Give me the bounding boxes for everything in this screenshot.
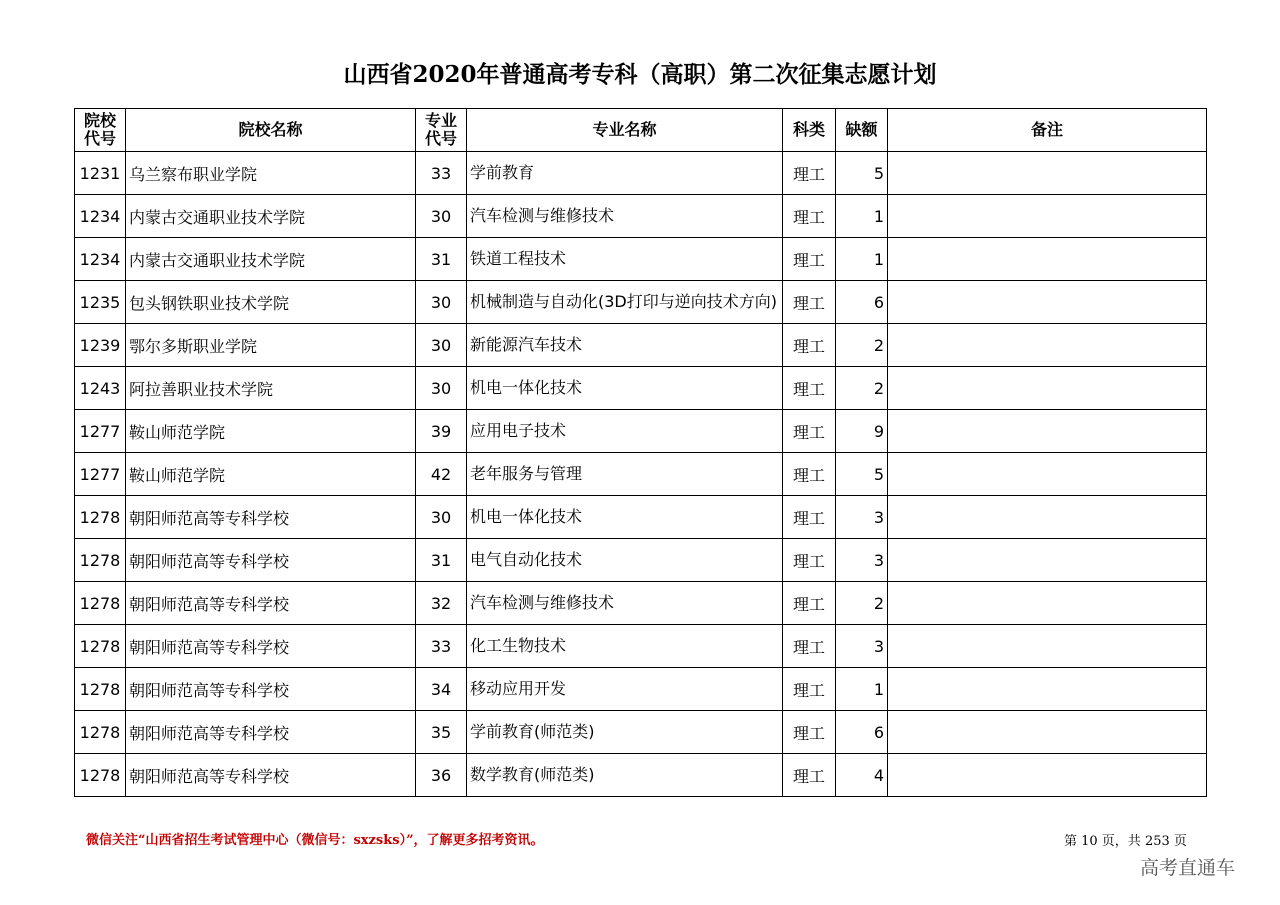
- cell-category: 理工: [783, 453, 836, 496]
- cell-category: 理工: [783, 238, 836, 281]
- table-row: [75, 582, 1207, 625]
- cell-major-code: 33: [416, 152, 467, 195]
- cell-school-name: 朝阳师范高等专科学校: [126, 625, 416, 668]
- cell-school-code: 1277: [75, 453, 126, 496]
- cell-quota: 1: [836, 238, 888, 281]
- cell-note: [888, 324, 1207, 367]
- table-row: [75, 367, 1207, 410]
- cell-school-name: 内蒙古交通职业技术学院: [126, 238, 416, 281]
- cell-school-code: 1278: [75, 625, 126, 668]
- cell-category: 理工: [783, 324, 836, 367]
- cell-school-name: 朝阳师范高等专科学校: [126, 539, 416, 582]
- cell-school-name: 阿拉善职业技术学院: [126, 367, 416, 410]
- cell-note: [888, 668, 1207, 711]
- cell-major-code: 30: [416, 367, 467, 410]
- cell-school-code: 1278: [75, 668, 126, 711]
- cell-quota: 3: [836, 539, 888, 582]
- cell-school-name: 朝阳师范高等专科学校: [126, 754, 416, 797]
- cell-quota: 6: [836, 711, 888, 754]
- table-row: [75, 496, 1207, 539]
- cell-note: [888, 625, 1207, 668]
- table-row: [75, 410, 1207, 453]
- cell-major-code: 30: [416, 324, 467, 367]
- cell-school-name: 朝阳师范高等专科学校: [126, 711, 416, 754]
- wechat-notice: 微信关注“山西省招生考试管理中心（微信号：sxzsks）”，了解更多招考资讯。: [86, 833, 544, 848]
- cell-note: [888, 367, 1207, 410]
- cell-quota: 5: [836, 453, 888, 496]
- cell-note: [888, 539, 1207, 582]
- cell-quota: 6: [836, 281, 888, 324]
- table-body: [75, 152, 1207, 797]
- cell-major-code: 32: [416, 582, 467, 625]
- cell-school-code: 1278: [75, 496, 126, 539]
- cell-major-name: 学前教育(师范类): [467, 711, 783, 754]
- cell-category: 理工: [783, 367, 836, 410]
- cell-note: [888, 754, 1207, 797]
- cell-major-name: 老年服务与管理: [467, 453, 783, 496]
- table-row: [75, 281, 1207, 324]
- cell-category: 理工: [783, 582, 836, 625]
- cell-school-name: 朝阳师范高等专科学校: [126, 496, 416, 539]
- cell-category: 理工: [783, 539, 836, 582]
- cell-quota: 1: [836, 668, 888, 711]
- cell-category: 理工: [783, 711, 836, 754]
- table-row: [75, 625, 1207, 668]
- cell-major-name: 汽车检测与维修技术: [467, 195, 783, 238]
- watermark-text: 高考直通车: [1140, 857, 1236, 879]
- cell-school-name: 鞍山师范学院: [126, 453, 416, 496]
- cell-quota: 4: [836, 754, 888, 797]
- cell-major-name: 应用电子技术: [467, 410, 783, 453]
- cell-school-name: 乌兰察布职业学院: [126, 152, 416, 195]
- cell-major-name: 机械制造与自动化(3D打印与逆向技术方向): [467, 281, 783, 324]
- cell-quota: 2: [836, 367, 888, 410]
- cell-major-name: 数学教育(师范类): [467, 754, 783, 797]
- cell-note: [888, 195, 1207, 238]
- cell-major-name: 机电一体化技术: [467, 367, 783, 410]
- cell-school-code: 1277: [75, 410, 126, 453]
- cell-school-name: 朝阳师范高等专科学校: [126, 582, 416, 625]
- cell-quota: 9: [836, 410, 888, 453]
- cell-major-name: 学前教育: [467, 152, 783, 195]
- cell-major-code: 31: [416, 539, 467, 582]
- cell-school-name: 内蒙古交通职业技术学院: [126, 195, 416, 238]
- cell-major-name: 新能源汽车技术: [467, 324, 783, 367]
- cell-school-name: 鞍山师范学院: [126, 410, 416, 453]
- cell-note: [888, 453, 1207, 496]
- cell-major-name: 机电一体化技术: [467, 496, 783, 539]
- cell-school-code: 1231: [75, 152, 126, 195]
- table-row: [75, 711, 1207, 754]
- cell-major-name: 汽车检测与维修技术: [467, 582, 783, 625]
- header-category: 科类: [783, 109, 836, 152]
- cell-school-code: 1278: [75, 582, 126, 625]
- cell-quota: 5: [836, 152, 888, 195]
- cell-major-code: 31: [416, 238, 467, 281]
- header-major-code: 专业代号: [416, 109, 467, 152]
- table-row: [75, 195, 1207, 238]
- header-school-code: 院校代号: [75, 109, 126, 152]
- header-note: 备注: [888, 109, 1207, 152]
- cell-major-code: 30: [416, 195, 467, 238]
- cell-school-code: 1243: [75, 367, 126, 410]
- table-header-row: [75, 109, 1207, 152]
- cell-note: [888, 152, 1207, 195]
- cell-note: [888, 711, 1207, 754]
- cell-major-code: 33: [416, 625, 467, 668]
- cell-school-name: 朝阳师范高等专科学校: [126, 668, 416, 711]
- cell-school-name: 鄂尔多斯职业学院: [126, 324, 416, 367]
- cell-major-name: 电气自动化技术: [467, 539, 783, 582]
- cell-school-name: 包头钢铁职业技术学院: [126, 281, 416, 324]
- cell-category: 理工: [783, 625, 836, 668]
- page-indicator: 第 10 页，共 253 页: [1064, 834, 1187, 849]
- cell-note: [888, 582, 1207, 625]
- page-title: 山西省2020年普通高考专科（高职）第二次征集志愿计划: [343, 61, 937, 88]
- cell-note: [888, 410, 1207, 453]
- cell-major-code: 42: [416, 453, 467, 496]
- cell-major-code: 34: [416, 668, 467, 711]
- cell-school-code: 1234: [75, 195, 126, 238]
- cell-major-name: 铁道工程技术: [467, 238, 783, 281]
- cell-major-code: 35: [416, 711, 467, 754]
- cell-quota: 2: [836, 324, 888, 367]
- plan-table: [74, 108, 1207, 797]
- table-row: [75, 238, 1207, 281]
- cell-category: 理工: [783, 496, 836, 539]
- cell-major-code: 36: [416, 754, 467, 797]
- cell-quota: 3: [836, 496, 888, 539]
- cell-category: 理工: [783, 195, 836, 238]
- table-row: [75, 324, 1207, 367]
- cell-major-code: 30: [416, 496, 467, 539]
- cell-school-code: 1235: [75, 281, 126, 324]
- cell-major-name: 移动应用开发: [467, 668, 783, 711]
- table-row: [75, 453, 1207, 496]
- cell-note: [888, 281, 1207, 324]
- cell-quota: 3: [836, 625, 888, 668]
- cell-major-code: 30: [416, 281, 467, 324]
- header-quota: 缺额: [836, 109, 888, 152]
- table-row: [75, 754, 1207, 797]
- cell-quota: 1: [836, 195, 888, 238]
- header-school-name: 院校名称: [126, 109, 416, 152]
- header-major-name: 专业名称: [467, 109, 783, 152]
- cell-category: 理工: [783, 754, 836, 797]
- cell-quota: 2: [836, 582, 888, 625]
- cell-major-name: 化工生物技术: [467, 625, 783, 668]
- cell-school-code: 1239: [75, 324, 126, 367]
- cell-school-code: 1278: [75, 711, 126, 754]
- cell-category: 理工: [783, 668, 836, 711]
- cell-note: [888, 496, 1207, 539]
- cell-category: 理工: [783, 410, 836, 453]
- table-row: [75, 152, 1207, 195]
- cell-category: 理工: [783, 152, 836, 195]
- cell-note: [888, 238, 1207, 281]
- cell-school-code: 1278: [75, 539, 126, 582]
- cell-category: 理工: [783, 281, 836, 324]
- table-row: [75, 668, 1207, 711]
- cell-school-code: 1278: [75, 754, 126, 797]
- table-row: [75, 539, 1207, 582]
- cell-major-code: 39: [416, 410, 467, 453]
- cell-school-code: 1234: [75, 238, 126, 281]
